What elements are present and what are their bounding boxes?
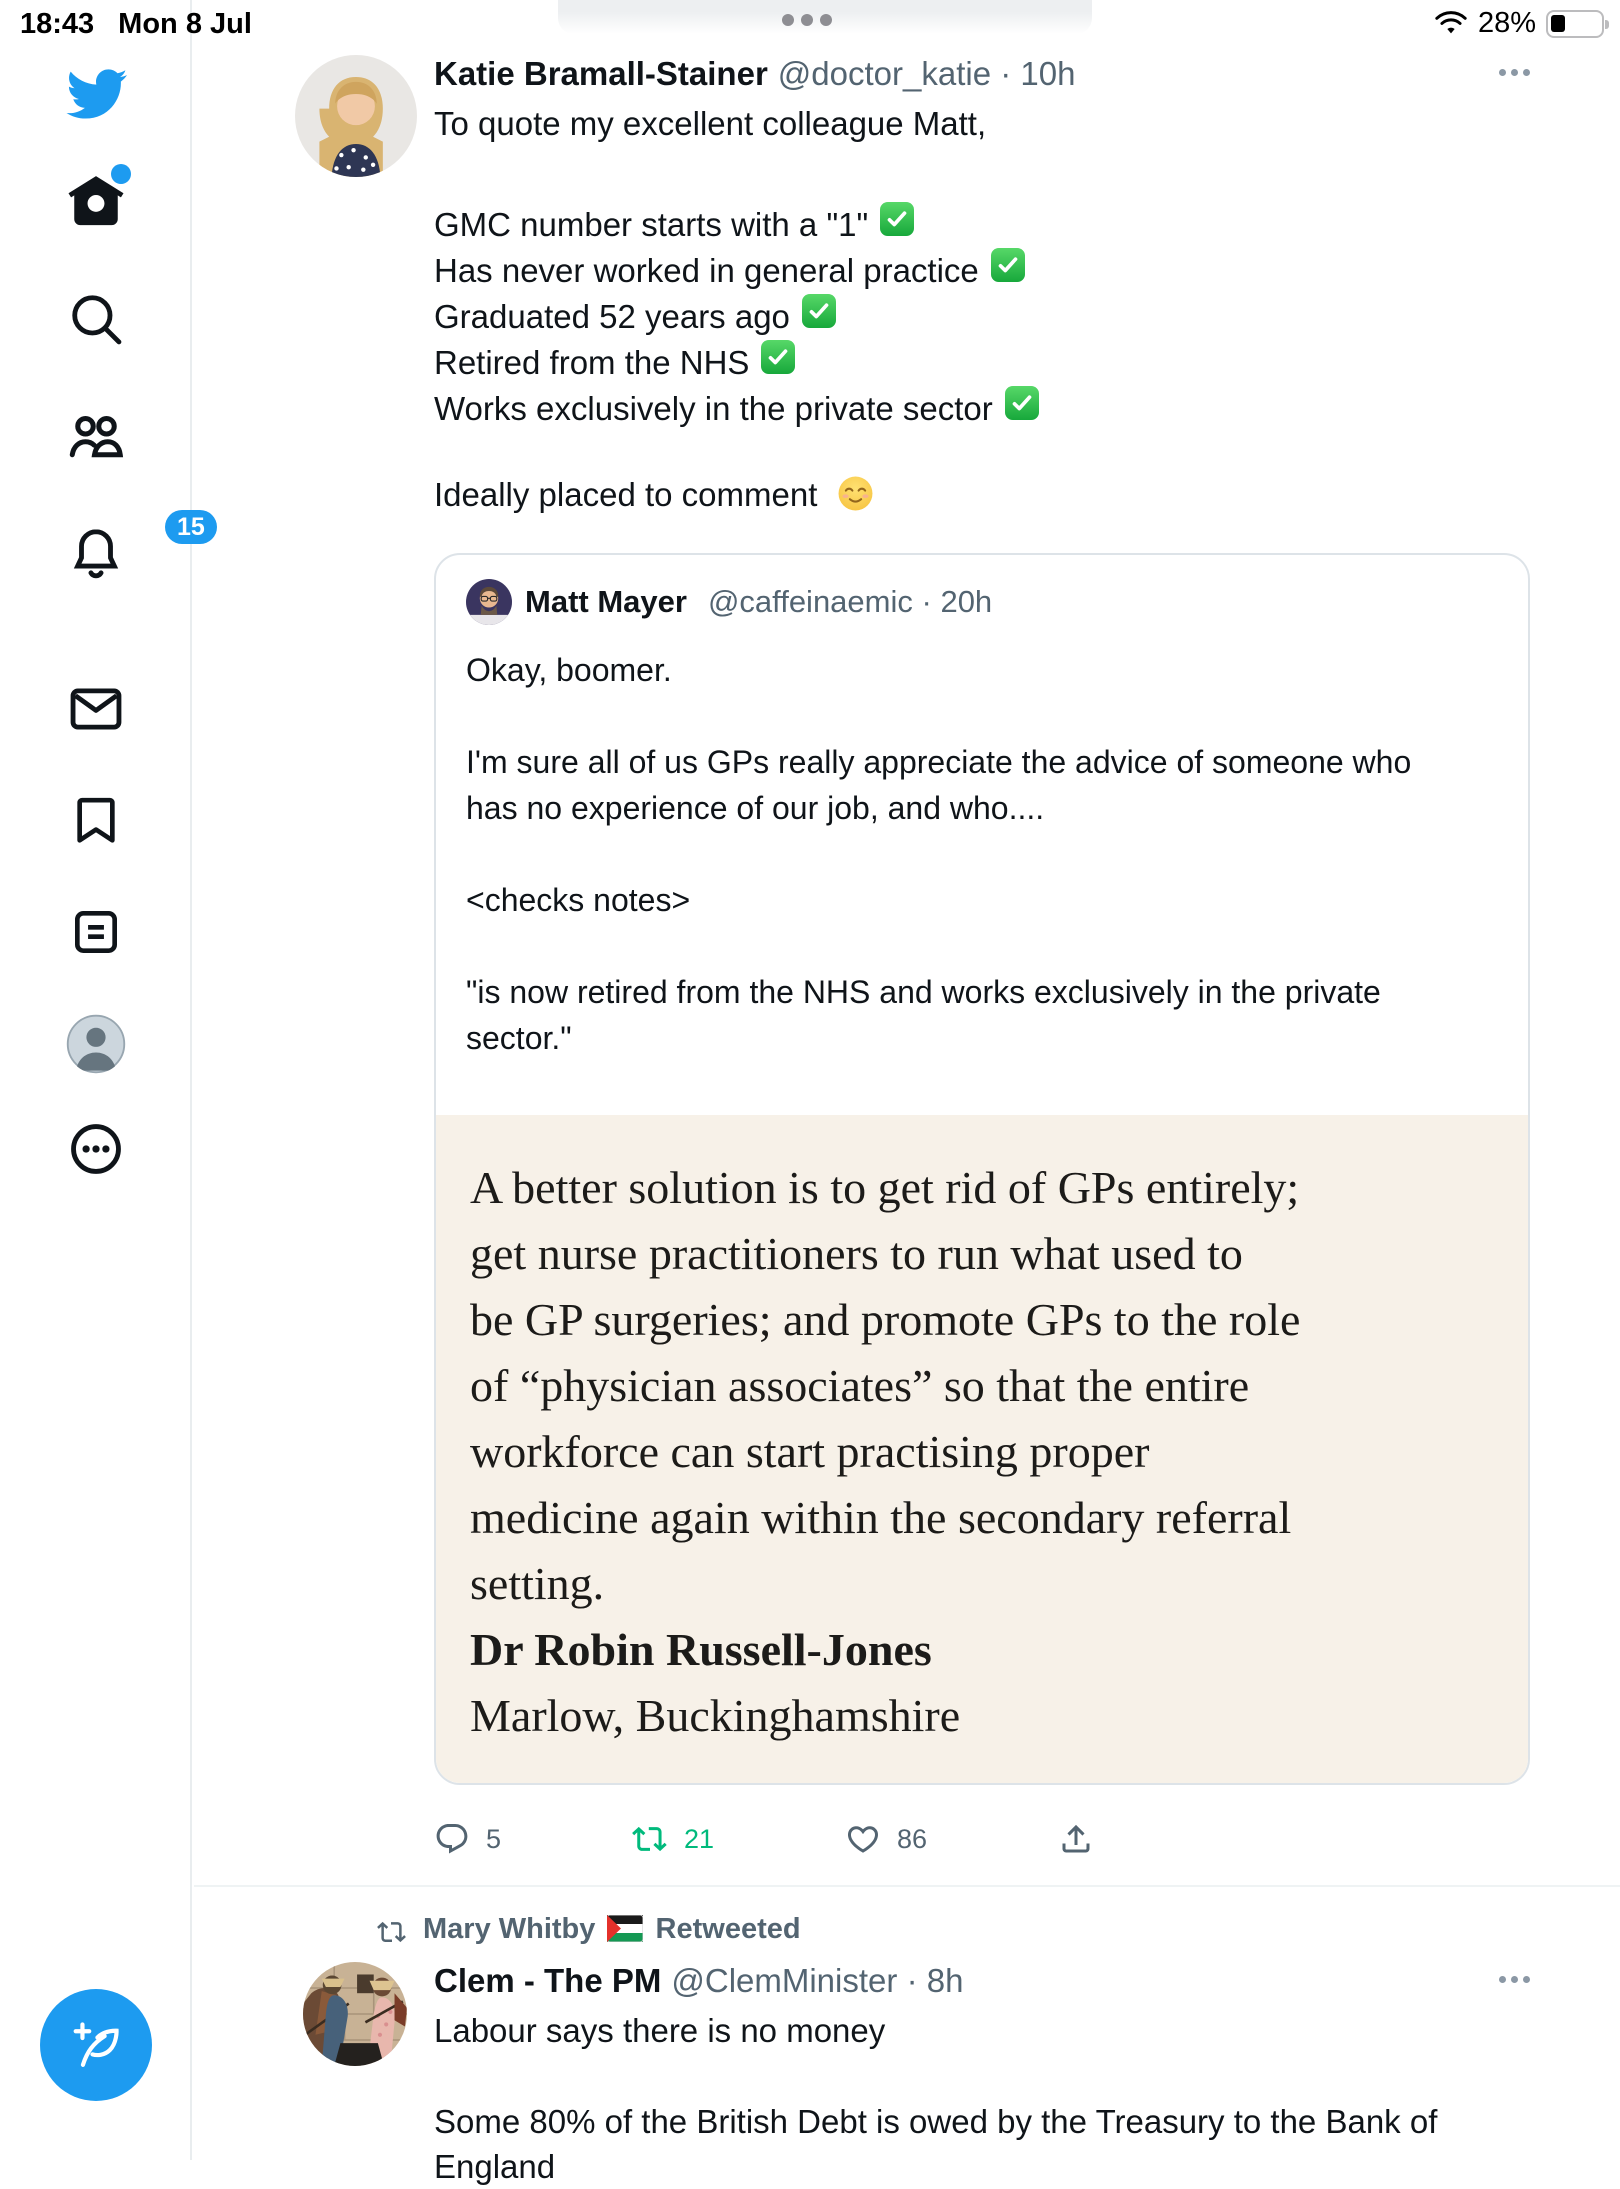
quote-text-p2-line2: has no experience of our job, and who.... (466, 790, 1045, 826)
tweet-more-button[interactable] (1499, 55, 1530, 76)
share-icon (1058, 1821, 1094, 1857)
retweeter-name: Mary Whitby (423, 1913, 596, 1945)
tweet-text-outro: Ideally placed to comment (434, 476, 818, 513)
retweet-icon (377, 1917, 407, 1947)
sidebar-item-bookmarks[interactable] (0, 792, 192, 848)
reply-icon (434, 1821, 470, 1857)
like-button[interactable] (845, 1821, 927, 1857)
tweet-clem[interactable] (295, 1956, 1530, 2189)
relieved-face-icon (837, 475, 874, 523)
meta-separator: · (906, 1962, 918, 1999)
letter-image[interactable] (436, 1115, 1528, 1783)
reply-button[interactable] (434, 1821, 501, 1857)
quote-author-name[interactable]: Matt Mayer (525, 584, 687, 619)
sidebar-item-messages[interactable] (0, 680, 192, 738)
letter-signature: Dr Robin Russell-Jones (470, 1624, 932, 1675)
sidebar-item-more[interactable] (0, 1120, 192, 1178)
quote-text-p2-line1: I'm sure all of us GPs really appreciate the advice of someone who (466, 744, 1412, 780)
sidebar-item-home[interactable] (0, 172, 192, 230)
tweet-more-button[interactable] (1499, 1962, 1530, 1983)
multitask-handle[interactable] (782, 14, 832, 26)
letter-line: get nurse practitioners to run what used to (470, 1228, 1243, 1279)
quoted-tweet[interactable] (434, 553, 1530, 1785)
sidebar-item-lists[interactable] (0, 904, 192, 960)
sidebar-item-communities[interactable] (0, 408, 192, 468)
checklist-line: Retired from the NHS (434, 344, 750, 381)
white-check-mark-icon (761, 340, 795, 386)
quote-text-p4-line2: sector." (466, 1020, 572, 1056)
notification-badge: 15 (165, 510, 217, 544)
quote-author-handle: @caffeinaemic (707, 584, 913, 619)
status-time: 18:43 (20, 8, 95, 40)
sidebar (0, 0, 205, 2160)
checklist-line: Has never worked in general practice (434, 252, 979, 289)
avatar-clem[interactable] (303, 1962, 407, 2066)
battery-icon (1546, 10, 1604, 38)
quote-timestamp: 20h (940, 584, 993, 619)
tweet-text-p1: Labour says there is no money (434, 2012, 886, 2049)
sidebar-item-profile[interactable] (0, 1012, 192, 1076)
home-unread-dot (111, 164, 131, 184)
status-bar (0, 0, 1620, 44)
tweet-author-handle[interactable]: @doctor_katie (777, 55, 992, 92)
quote-text-p3: <checks notes> (466, 882, 691, 918)
retweet-attribution[interactable] (377, 1913, 1530, 1950)
retweet-button[interactable] (632, 1821, 714, 1857)
checklist-line: GMC number starts with a "1" (434, 206, 869, 243)
white-check-mark-icon (991, 248, 1025, 294)
share-button[interactable] (1058, 1821, 1094, 1857)
white-check-mark-icon (1005, 386, 1039, 432)
checklist-line: Graduated 52 years ago (434, 298, 790, 335)
tweet-action-bar (434, 1821, 1094, 1857)
meta-separator: · (921, 584, 932, 619)
sidebar-item-search[interactable] (0, 290, 192, 348)
checklist-line: Works exclusively in the private sector (434, 390, 993, 427)
retweet-icon (632, 1821, 668, 1857)
wifi-icon (1434, 11, 1468, 37)
reply-count: 5 (486, 1823, 502, 1854)
white-check-mark-icon (880, 202, 914, 248)
twitter-logo-icon[interactable] (0, 62, 192, 126)
meta-separator: · (1000, 55, 1012, 92)
tweet-text-intro: To quote my excellent colleague Matt, (434, 105, 987, 142)
heart-icon (845, 1821, 881, 1857)
status-date: Mon 8 Jul (118, 8, 252, 40)
compose-tweet-button[interactable] (40, 1989, 152, 2101)
white-check-mark-icon (802, 294, 836, 340)
tweet-author-handle[interactable]: @ClemMinister (671, 1962, 898, 1999)
quote-text-p4-line1: "is now retired from the NHS and works exclusively in the private (466, 974, 1381, 1010)
like-count: 86 (896, 1823, 928, 1854)
tweet-divider (194, 1885, 1620, 1887)
tweet-text-p2-line1: Some 80% of the British Debt is owed by the Treasury to the Bank of (434, 2103, 1438, 2140)
tweet-author-name[interactable]: Clem - The PM (434, 1962, 662, 1999)
quote-text-p1: Okay, boomer. (466, 652, 672, 688)
letter-line: medicine again within the secondary referral (470, 1492, 1292, 1543)
sidebar-item-notifications[interactable] (0, 513, 205, 582)
letter-line: A better solution is to get rid of GPs entirely; (470, 1162, 1300, 1213)
retweet-count: 21 (683, 1823, 715, 1854)
retweeted-label: Retweeted (655, 1913, 801, 1945)
letter-location: Marlow, Buckinghamshire (470, 1690, 961, 1741)
battery-percent: 28% (1477, 7, 1536, 39)
tweet-timestamp: 8h (926, 1962, 964, 1999)
letter-line: of “physician associates” so that the entire (470, 1360, 1250, 1411)
tweet-katie[interactable] (295, 55, 1530, 1857)
compose-feather-icon (68, 2017, 124, 2073)
avatar-katie[interactable] (295, 55, 417, 177)
letter-line: workforce can start practising proper (470, 1426, 1150, 1477)
tweet-timestamp: 10h (1020, 55, 1076, 92)
letter-line: setting. (470, 1558, 605, 1609)
letter-line: be GP surgeries; and promote GPs to the role (470, 1294, 1301, 1345)
timeline (194, 0, 1620, 2185)
palestinian-flag-icon (607, 1915, 643, 1950)
tweet-text-p2-line2: England (434, 2148, 556, 2185)
tweet-author-name[interactable]: Katie Bramall-Stainer (434, 55, 768, 92)
avatar-matt[interactable] (466, 579, 512, 625)
